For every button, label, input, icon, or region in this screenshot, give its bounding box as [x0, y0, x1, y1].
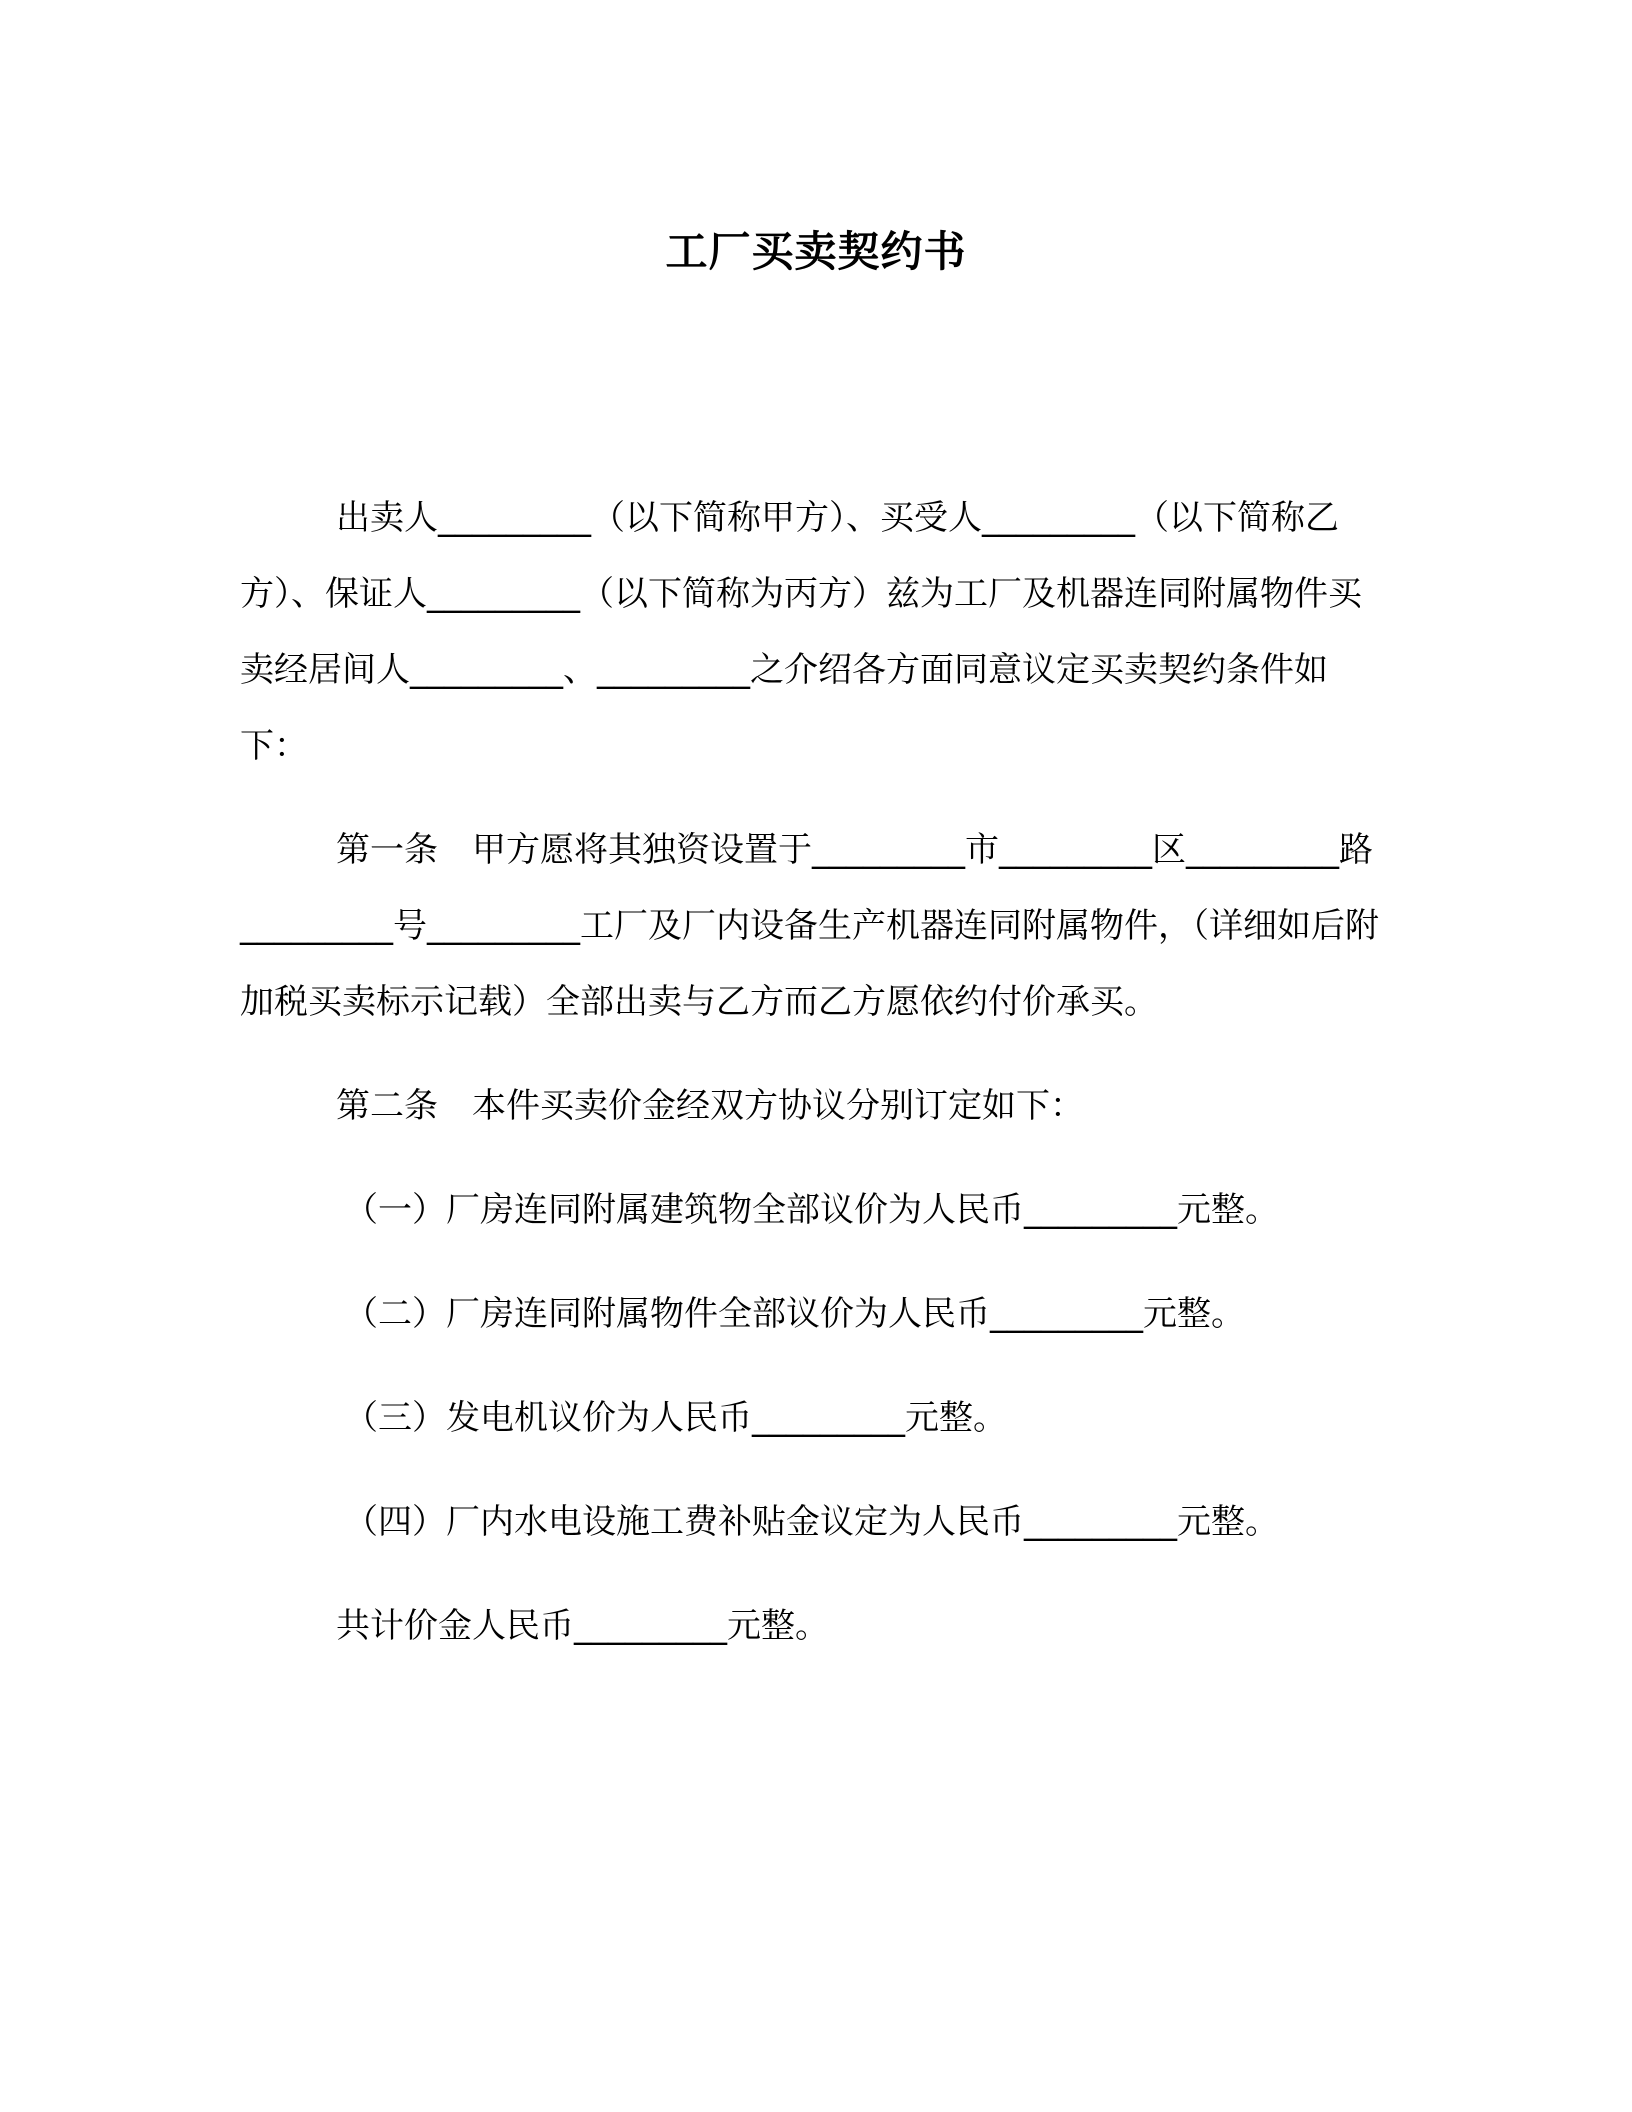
document-title: 工厂买卖契约书 [665, 227, 967, 276]
article-1-paragraph: 第一条 甲方愿将其独资设置于_________市_________区_________路_________号_________工厂及厂内设备生产机器连同附属物件，（详细如后附加税买卖标示记载）全部出卖与乙方而乙方愿依约付价承买。 [240, 830, 1379, 1022]
preamble-paragraph: 出卖人_________（以下简称甲方）、买受人_________（以下简称乙方）、保证人_________（以下简称为丙方）兹为工厂及机器连同附属物件买卖经居间人_________、_________之介绍各方面同意议定买卖契约条件如下： [240, 498, 1362, 766]
price-item-4: （四）厂内水电设施工费补贴金议定为人民币_________元整。 [344, 1502, 1279, 1542]
article-2-paragraph: 第二条 本件买卖价金经双方协议分别订定如下： [336, 1086, 1084, 1126]
price-item-1: （一）厂房连同附属建筑物全部议价为人民币_________元整。 [344, 1190, 1279, 1230]
document-body [240, 480, 1392, 1664]
total-price-line: 共计价金人民币_________元整。 [336, 1606, 829, 1646]
price-item-3: （三）发电机议价为人民币_________元整。 [344, 1398, 1007, 1438]
price-item-2: （二）厂房连同附属物件全部议价为人民币_________元整。 [344, 1294, 1245, 1334]
